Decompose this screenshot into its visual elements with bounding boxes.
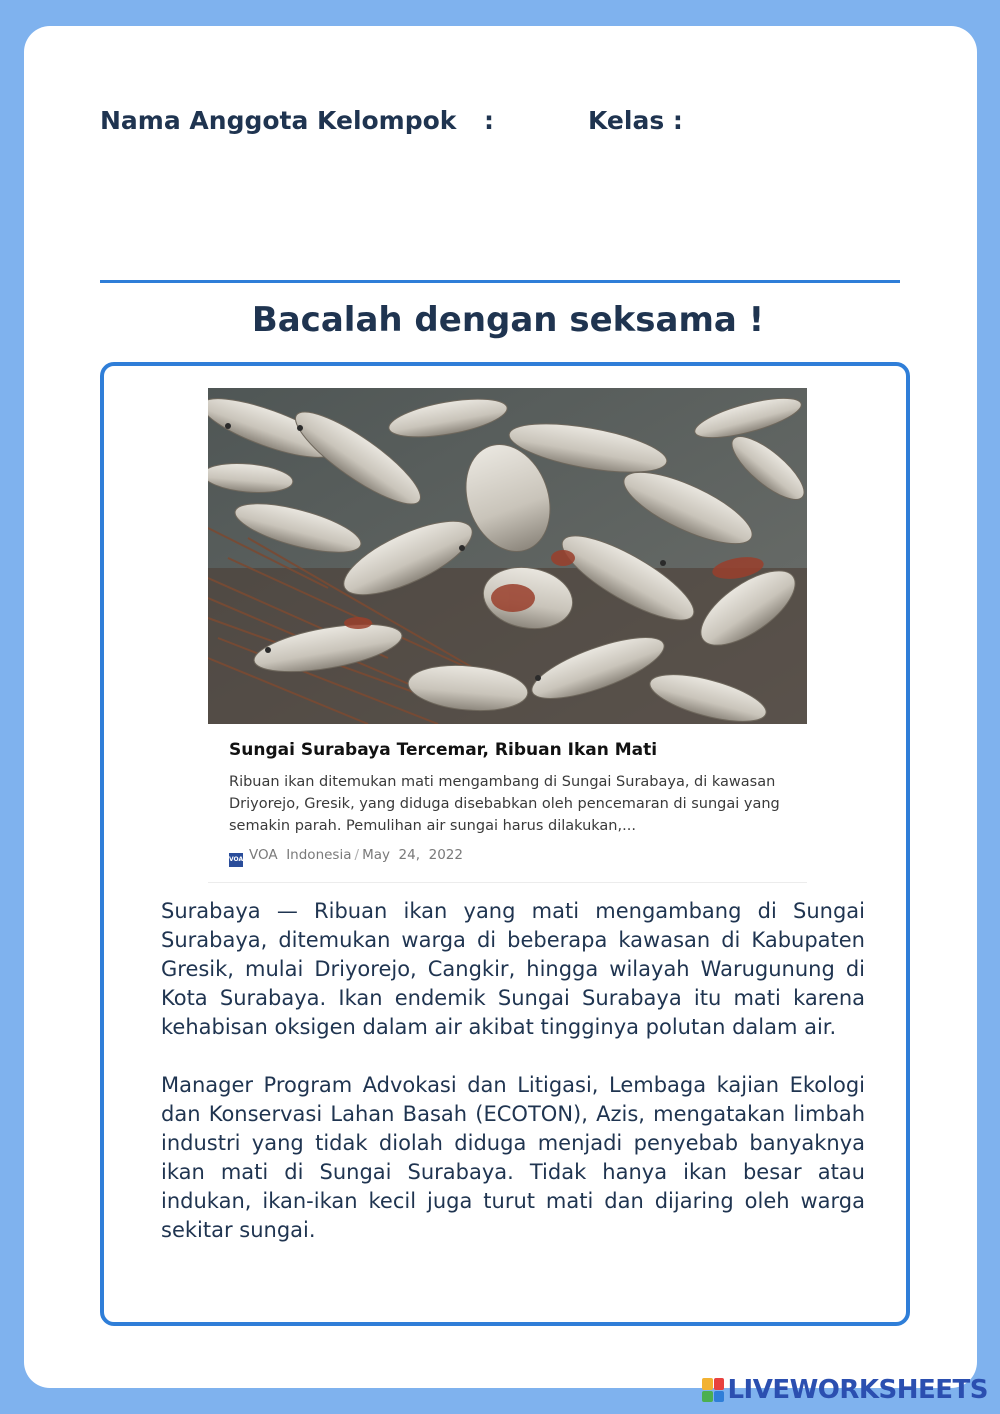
article-text [161, 897, 865, 1274]
news-card [208, 388, 807, 883]
news-card-title[interactable]: Sungai Surabaya Tercemar, Ribuan Ikan Mati [229, 740, 658, 760]
group-members-label: Nama Anggota Kelompok [100, 106, 457, 135]
liveworksheets-wordmark: LIVEWORKSHEETS [727, 1375, 988, 1405]
liveworksheets-logo-icon [702, 1378, 724, 1402]
article-paragraph-2: Manager Program Advokasi dan Litigasi, Lembaga kajian Ekologi dan Konservasi Lahan Basah (ECOTON), Azis, mengatakan limbah industri yang tidak diolah diduga menjadi penyebab banyaknya ikan mati di Sungai Surabaya. Tidak hanya ikan besar atau indukan, ikan-ikan kecil juga turut mati dan dijaring oleh warga sekitar sungai. [161, 1073, 865, 1242]
source-separator: / [354, 847, 360, 863]
header-row [100, 106, 900, 140]
article-paragraph-1: Surabaya — Ribuan ikan yang mati mengambang di Sungai Surabaya, ditemukan warga di beberapa kawasan di Kabupaten Gresik, mulai Driyorejo, Cangkir, hingga wilayah Warugunung di Kota Surabaya. Ikan endemik Sungai Surabaya itu mati karena kehabisan oksigen dalam air akibat tingginya polutan dalam air. [161, 899, 865, 1039]
instruction-heading: Bacalah dengan seksama ! [251, 300, 765, 340]
dead-fish-photo [208, 388, 807, 724]
news-card-snippet: Ribuan ikan ditemukan mati mengambang di Sungai Surabaya, di kawasan Driyorejo, Gresik, yang diduga disebabkan oleh pencemaran di sungai yang semakin parah. Pemulihan air sungai harus dilakukan,... [229, 774, 780, 834]
news-source-name: VOA Indonesia [249, 847, 352, 863]
news-date: May 24, 2022 [362, 847, 463, 863]
liveworksheets-brand[interactable] [702, 1374, 988, 1406]
news-card-source [229, 847, 463, 867]
divider-line [100, 280, 900, 283]
group-members-colon: : [484, 106, 494, 135]
class-label: Kelas : [588, 106, 683, 135]
voa-logo-icon: VOA [229, 853, 243, 867]
